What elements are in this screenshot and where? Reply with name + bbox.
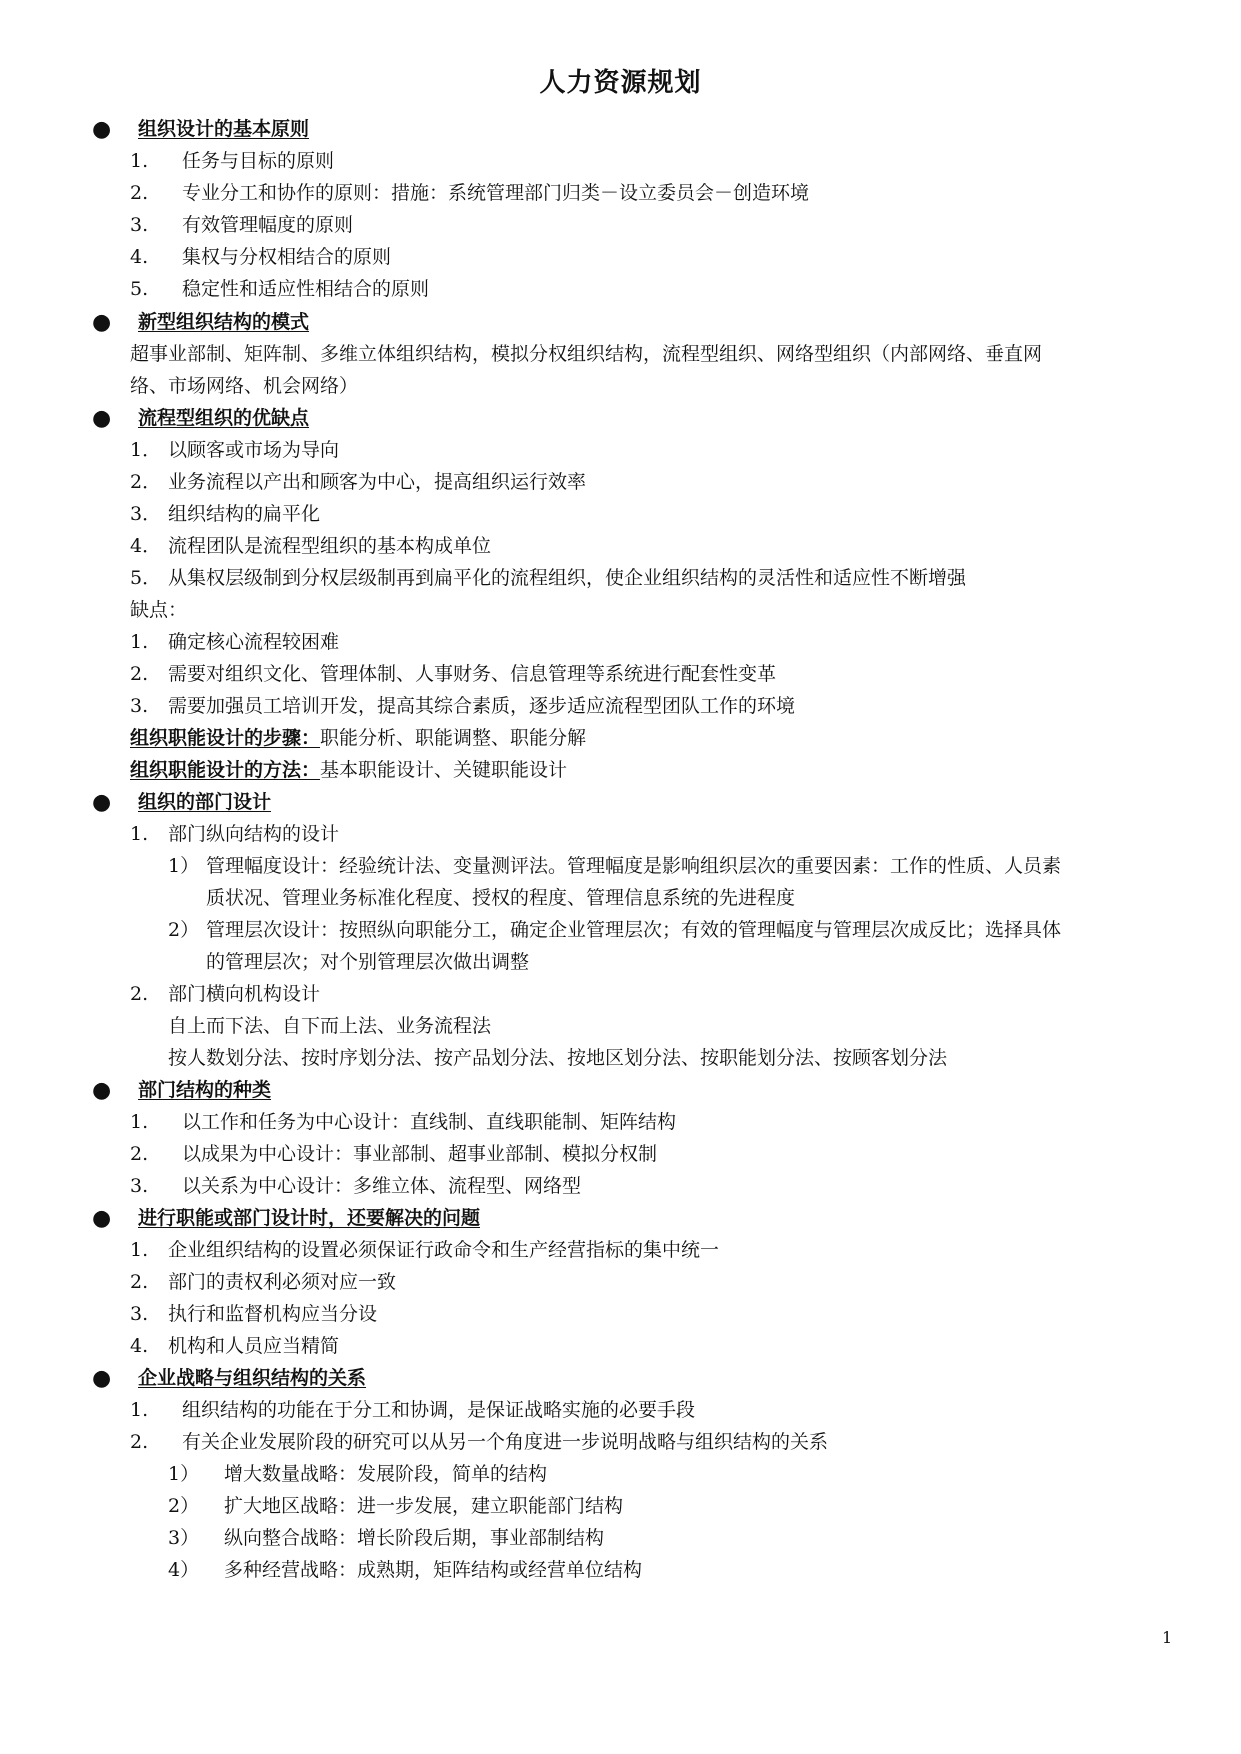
sub-list-text: 管理层次设计：按照纵向职能分工，确定企业管理层次；有效的管理幅度与管理层次成反比；选择具体 [206,919,1062,941]
cons-label: 缺点： [130,599,188,621]
sub-list-text: 增大数量战略：发展阶段，简单的结构 [224,1463,548,1485]
sub-list-item [168,853,1061,879]
list-number: 2. [130,1271,149,1293]
list-number: 4． [130,535,162,557]
list-number: 1. [130,150,149,172]
list-item [130,981,320,1007]
list-text: 以工作和任务为中心设计：直线制、直线职能制、矩阵结构 [182,1111,677,1133]
sub-list-number: 1） [168,1463,200,1485]
list-number: 3. [130,1175,149,1197]
list-number: 3. [130,1303,149,1325]
list-item [130,276,429,302]
list-item [130,629,339,655]
list-item [130,1429,828,1455]
list-text: 机构和人员应当精简 [168,1335,340,1357]
list-item [130,244,391,270]
list-item [130,1237,719,1263]
list-number: 1． [130,439,162,461]
design-methods-text: 基本职能设计、关键职能设计 [320,759,568,781]
section-heading: 部门结构的种类 [138,1079,272,1101]
sub-list-text: 扩大地区战略：进一步发展，建立职能部门结构 [224,1495,624,1517]
list-item [130,693,795,719]
list-item [130,1109,676,1135]
list-item [130,501,320,527]
list-text: 流程团队是流程型组织的基本构成单位 [168,535,492,557]
list-item [130,1173,581,1199]
list-text: 执行和监督机构应当分设 [168,1303,378,1325]
list-text: 需要对组织文化、管理体制、人事财务、信息管理等系统进行配套性变革 [168,663,777,685]
list-text: 需要加强员工培训开发，提高其综合素质，逐步适应流程型团队工作的环境 [168,695,796,717]
sub-list-number: 3） [168,1527,200,1549]
list-number: 1. [130,631,149,653]
list-number: 1. [130,1399,149,1421]
list-text: 确定核心流程较困难 [168,631,340,653]
section-heading: 组织设计的基本原则 [138,118,310,140]
bullet-icon: ● [92,117,112,142]
section-heading: 企业战略与组织结构的关系 [138,1367,367,1389]
sub-list-continuation: 的管理层次；对个别管理层次做出调整 [206,951,530,973]
list-text: 专业分工和协作的原则：措施：系统管理部门归类－设立委员会－创造环境 [182,182,810,204]
list-text: 组织结构的扁平化 [168,503,321,525]
sub-list-item [168,917,1061,943]
design-methods-line [130,757,567,783]
list-number: 3. [130,695,149,717]
section-heading: 流程型组织的优缺点 [138,407,310,429]
list-number: 5． [130,567,162,589]
list-item [130,1141,657,1167]
sub-list-text: 纵向整合战略：增长阶段后期，事业部制结构 [224,1527,605,1549]
list-item [130,148,334,174]
list-text: 稳定性和适应性相结合的原则 [182,278,430,300]
list-text: 部门纵向结构的设计 [168,823,340,845]
list-text: 任务与目标的原则 [182,150,335,172]
list-text: 业务流程以产出和顾客为中心，提高组织运行效率 [168,471,587,493]
list-number: 5. [130,278,149,300]
list-number: 2. [130,182,149,204]
list-text: 有效管理幅度的原则 [182,214,354,236]
list-number: 4. [130,246,149,268]
list-text: 企业组织结构的设置必须保证行政命令和生产经营指标的集中统一 [168,1239,720,1261]
sub-list-item [168,1493,623,1519]
list-number: 2. [130,1431,149,1453]
list-item [130,1269,396,1295]
sub-list-number: 4） [168,1559,200,1581]
list-item [130,1301,377,1327]
list-text: 组织结构的功能在于分工和协调，是保证战略实施的必要手段 [182,1399,696,1421]
list-number: 1. [130,1239,149,1261]
list-number: 2. [130,663,149,685]
design-steps-label: 组织职能设计的步骤： [130,727,321,749]
bullet-icon: ● [92,1078,112,1103]
list-text: 以成果为中心设计：事业部制、超事业部制、模拟分权制 [182,1143,658,1165]
section-heading: 进行职能或部门设计时，还要解决的问题 [138,1207,481,1229]
list-text: 以顾客或市场为导向 [168,439,340,461]
paragraph-line: 自上而下法、自下而上法、业务流程法 [168,1015,492,1037]
list-item [130,1397,695,1423]
list-item [130,565,966,591]
sub-list-text: 多种经营战略：成熟期，矩阵结构或经营单位结构 [224,1559,643,1581]
page-number: 1 [1162,1628,1173,1647]
list-number: 1. [130,1111,149,1133]
page-title: 人力资源规划 [539,68,702,98]
list-text: 部门的责权利必须对应一致 [168,1271,397,1293]
bullet-icon: ● [92,310,112,335]
bullet-icon: ● [92,406,112,431]
sub-list-text: 管理幅度设计：经验统计法、变量测评法。管理幅度是影响组织层次的重要因素：工作的性质、人员素 [206,855,1062,877]
paragraph-line: 超事业部制、矩阵制、多维立体组织结构，模拟分权组织结构，流程型组织、网络型组织（内部网络、垂直网 [130,343,1043,365]
list-text: 集权与分权相结合的原则 [182,246,392,268]
sub-list-number: 2） [168,1495,200,1517]
list-text: 部门横向机构设计 [168,983,321,1005]
list-number: 3. [130,214,149,236]
list-text: 以关系为中心设计：多维立体、流程型、网络型 [182,1175,582,1197]
list-item [130,661,776,687]
sub-list-number: 2） [168,919,200,941]
list-item [130,1333,339,1359]
design-steps-line [130,725,586,751]
sub-list-number: 1） [168,855,200,877]
list-number: 2. [130,1143,149,1165]
paragraph-line: 络、市场网络、机会网络） [130,375,359,397]
section-heading: 新型组织结构的模式 [138,311,310,333]
list-item [130,437,339,463]
sub-list-item [168,1461,547,1487]
list-number: 3． [130,503,162,525]
design-methods-label: 组织职能设计的方法： [130,759,321,781]
list-item [130,533,491,559]
list-number: 2. [130,983,149,1005]
list-number: 4. [130,1335,149,1357]
list-text: 有关企业发展阶段的研究可以从另一个角度进一步说明战略与组织结构的关系 [182,1431,829,1453]
list-item [130,212,353,238]
bullet-icon: ● [92,790,112,815]
sub-list-continuation: 质状况、管理业务标准化程度、授权的程度、管理信息系统的先进程度 [206,887,796,909]
list-number: 2． [130,471,162,493]
list-number: 1. [130,823,149,845]
bullet-icon: ● [92,1366,112,1391]
list-item [130,469,586,495]
sub-list-item [168,1557,642,1583]
list-item [130,180,809,206]
list-item [130,821,339,847]
bullet-icon: ● [92,1206,112,1231]
list-text: 从集权层级制到分权层级制再到扁平化的流程组织，使企业组织结构的灵活性和适应性不断增强 [168,567,967,589]
sub-list-item [168,1525,604,1551]
paragraph-line: 按人数划分法、按时序划分法、按产品划分法、按地区划分法、按职能划分法、按顾客划分法 [168,1047,948,1069]
design-steps-text: 职能分析、职能调整、职能分解 [320,727,587,749]
section-heading: 组织的部门设计 [138,791,272,813]
